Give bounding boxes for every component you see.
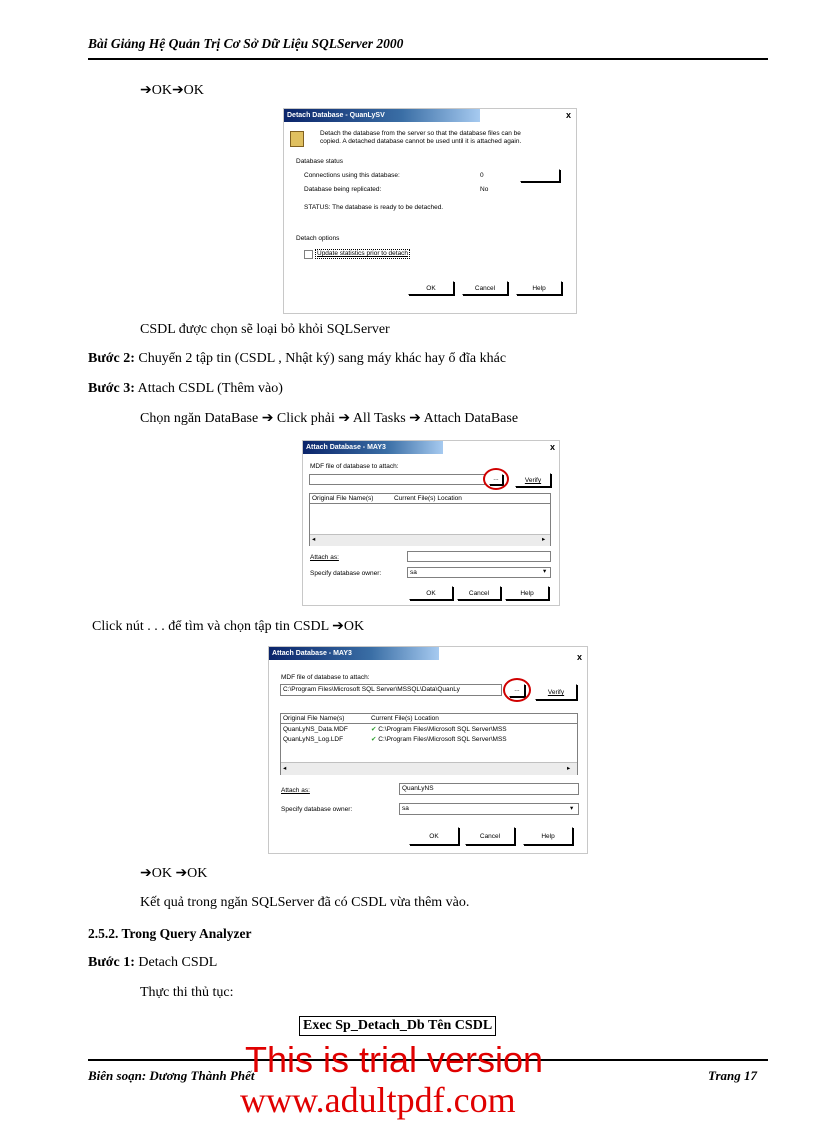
owner-select[interactable]: sa [407, 567, 551, 578]
mdf-file-input[interactable]: C:\Program Files\Microsoft SQL Server\MSSQL\Data\QuanLy [280, 684, 502, 696]
column-header-original: Original File Name(s) [283, 715, 345, 722]
update-statistics-checkbox[interactable] [304, 250, 313, 259]
mdf-file-label: MDF file of database to attach: [310, 463, 399, 470]
status-text: STATUS: The database is ready to be detached. [304, 204, 444, 211]
watermark-line1: This is trial version [245, 1039, 544, 1080]
qa-step1-text: Detach CSDL [134, 955, 218, 970]
qa-step1-paragraph [88, 955, 217, 971]
file-list-grid[interactable] [280, 713, 578, 775]
scroll-right-icon[interactable]: ▸ [542, 536, 546, 543]
verify-button[interactable]: Verify [515, 473, 551, 487]
horizontal-scrollbar[interactable] [310, 534, 550, 546]
database-status-group-label: Database status [296, 158, 343, 165]
mdf-file-label: MDF file of database to attach: [281, 674, 370, 681]
update-statistics-label[interactable]: Update statistics prior to detach [317, 250, 409, 257]
footer-author: Biên soạn: Dương Thành Phết [88, 1068, 255, 1083]
section-heading: 2.5.2. Trong Query Analyzer [88, 926, 252, 941]
dialog-titlebar: Attach Database - MAY3 [269, 647, 439, 660]
exec-procedure-text: Thực thi thủ tục: [140, 985, 234, 1000]
attach-as-label: Attach as: [281, 787, 310, 794]
file-list-grid[interactable] [309, 493, 551, 546]
step2-paragraph [88, 351, 506, 367]
page-header-title: Bài Giảng Hệ Quản Trị Cơ Sở Dữ Liệu SQLServer 2000 [88, 36, 404, 51]
grid-header-divider [310, 503, 550, 504]
browse-button[interactable]: ... [489, 474, 503, 485]
help-button[interactable]: Help [516, 281, 562, 295]
check-icon: ✔ [371, 726, 377, 733]
cancel-button[interactable]: Cancel [465, 827, 515, 845]
step2-label: Bước 2: [88, 351, 135, 366]
check-icon: ✔ [371, 736, 377, 743]
ok-button[interactable]: OK [409, 586, 453, 600]
code-box: Exec Sp_Detach_Db Tên CSDL [299, 1016, 496, 1036]
table-row-1-current-text: C:\Program Files\Microsoft SQL Server\MSS [378, 726, 507, 733]
detach-result-text: CSDL được chọn sẽ loại bỏ khỏi SQLServer [140, 322, 390, 337]
help-button[interactable]: Help [523, 827, 573, 845]
connections-value: 0 [480, 172, 484, 179]
browse-button[interactable]: ... [509, 684, 525, 697]
step3-paragraph [88, 381, 283, 397]
detach-description-line1: Detach the database from the server so that the database files can be [320, 130, 521, 137]
column-header-original: Original File Name(s) [312, 495, 374, 502]
browse-highlight-ring [503, 678, 531, 702]
column-header-current: Current File(s) Location [371, 715, 439, 722]
footer-page-number: Trang 17 [708, 1068, 757, 1083]
step3-text: Attach CSDL (Thêm vào) [134, 381, 283, 396]
owner-label: Specify database owner: [310, 570, 382, 577]
replicated-label: Database being replicated: [304, 186, 382, 193]
detach-database-dialog [283, 108, 577, 314]
scroll-left-icon[interactable]: ◂ [312, 536, 316, 543]
connections-label: Connections using this database: [304, 172, 400, 179]
browse-highlight-ring [483, 468, 509, 490]
detach-options-group-label: Detach options [296, 235, 340, 242]
ok-button[interactable]: OK [409, 827, 459, 845]
scroll-right-icon[interactable]: ▸ [567, 765, 571, 772]
verify-button[interactable]: Verify [535, 684, 577, 700]
table-row-1-current [371, 726, 507, 734]
grid-header-divider [281, 723, 577, 724]
attach-database-dialog-empty [302, 440, 560, 606]
detach-description-line2: copied. A detached database cannot be used until it is attached again. [320, 138, 522, 145]
ok-ok-instruction-2: ➔OK ➔OK [140, 866, 208, 881]
clear-connections-button[interactable] [520, 169, 560, 182]
owner-label: Specify database owner: [281, 806, 353, 813]
header-rule [88, 58, 768, 60]
owner-select[interactable]: sa [399, 803, 579, 815]
attach-as-label: Attach as: [310, 554, 339, 561]
replicated-value: No [480, 186, 489, 193]
help-button[interactable]: Help [505, 586, 549, 600]
scroll-left-icon[interactable]: ◂ [283, 765, 287, 772]
database-icon [290, 131, 304, 147]
watermark-line2: www.adultpdf.com [240, 1080, 516, 1120]
browse-instruction: Click nút . . . để tìm và chọn tập tin CSDL ➔OK [92, 619, 365, 634]
attach-as-input[interactable] [407, 551, 551, 562]
ok-ok-instruction: ➔OK➔OK [140, 83, 204, 98]
close-icon[interactable]: x [577, 652, 583, 662]
attach-database-dialog-filled [268, 646, 588, 854]
ok-button[interactable]: OK [408, 281, 454, 295]
step3-label: Bước 3: [88, 381, 135, 396]
mdf-file-input[interactable] [309, 474, 485, 485]
step2-text: Chuyển 2 tập tin (CSDL , Nhật ký) sang máy khác hay ổ đĩa khác [134, 351, 507, 366]
dialog-titlebar: Detach Database - QuanLySV [284, 109, 480, 122]
cancel-button[interactable]: Cancel [457, 586, 501, 600]
table-row-2-current-text: C:\Program Files\Microsoft SQL Server\MSS [378, 736, 507, 743]
qa-step1-label: Bước 1: [88, 955, 135, 970]
dialog-titlebar: Attach Database - MAY3 [303, 441, 443, 454]
chevron-down-icon[interactable]: ▾ [543, 568, 547, 575]
close-icon[interactable]: x [566, 110, 572, 120]
close-icon[interactable]: x [550, 442, 556, 452]
column-header-current: Current File(s) Location [394, 495, 462, 502]
table-row-2-original: QuanLyNS_Log.LDF [283, 736, 344, 743]
step3-menu-path: Chọn ngăn DataBase ➔ Click phải ➔ All Tasks ➔ Attach DataBase [140, 411, 519, 426]
attach-result-text: Kết quả trong ngăn SQLServer đã có CSDL vừa thêm vào. [140, 895, 470, 910]
cancel-button[interactable]: Cancel [462, 281, 508, 295]
horizontal-scrollbar[interactable] [281, 762, 577, 775]
attach-as-input[interactable]: QuanLyNS [399, 783, 579, 795]
table-row-1-original: QuanLyNS_Data.MDF [283, 726, 348, 733]
table-row-2-current [371, 736, 507, 744]
chevron-down-icon[interactable]: ▾ [570, 805, 574, 812]
